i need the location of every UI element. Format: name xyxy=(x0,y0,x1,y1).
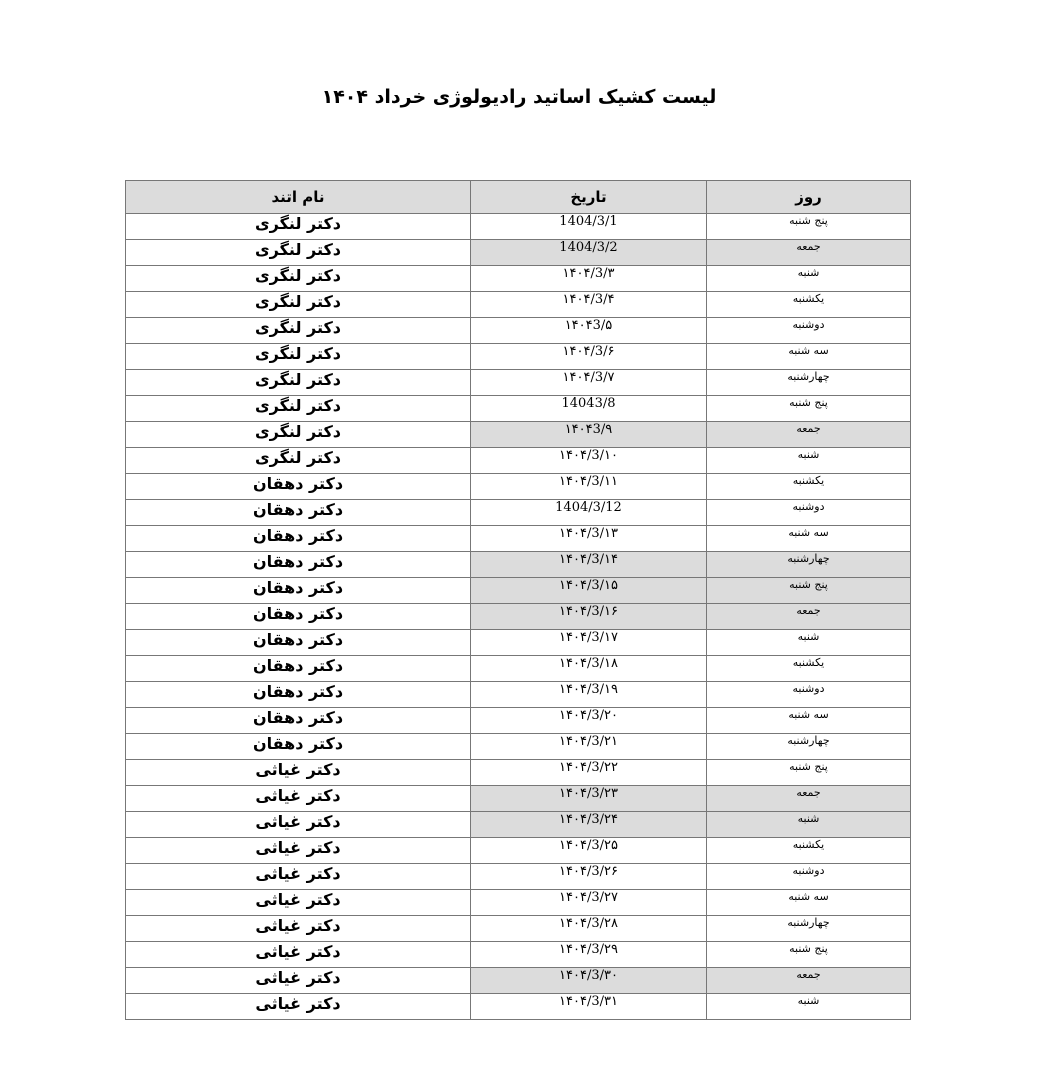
day-cell: جمعه xyxy=(707,604,911,630)
table-row xyxy=(126,942,911,968)
table-header-row xyxy=(126,181,911,214)
date-cell: ۱۴۰۴/3/۳۱ xyxy=(471,994,707,1020)
day-cell: یکشنبه xyxy=(707,838,911,864)
column-header-day: روز xyxy=(707,181,911,214)
day-cell: سه شنبه xyxy=(707,344,911,370)
attending-cell: دکتر لنگری xyxy=(126,396,471,422)
date-cell: 14043/8 xyxy=(471,396,707,422)
date-cell: ۱۴۰۴/3/۲۲ xyxy=(471,760,707,786)
date-cell: 1404/3/12 xyxy=(471,500,707,526)
table-row xyxy=(126,994,911,1020)
date-cell: ۱۴۰۴/3/۲۸ xyxy=(471,916,707,942)
attending-cell: دکتر لنگری xyxy=(126,344,471,370)
page-title: لیست کشیک اساتید رادیولوژی خرداد ۱۴۰۴ xyxy=(321,86,717,108)
attending-cell: دکتر لنگری xyxy=(126,318,471,344)
attending-cell: دکتر دهقان xyxy=(126,552,471,578)
attending-cell: دکتر غیاثی xyxy=(126,864,471,890)
date-cell: ۱۴۰۴/3/۴ xyxy=(471,292,707,318)
table-row xyxy=(126,968,911,994)
attending-cell: دکتر غیاثی xyxy=(126,838,471,864)
date-cell: ۱۴۰۴/3/۶ xyxy=(471,344,707,370)
day-cell: دوشنبه xyxy=(707,682,911,708)
table-row xyxy=(126,344,911,370)
date-cell: ۱۴۰۴3/۹ xyxy=(471,422,707,448)
table-row xyxy=(126,422,911,448)
table-row xyxy=(126,864,911,890)
attending-cell: دکتر لنگری xyxy=(126,448,471,474)
day-cell: سه شنبه xyxy=(707,708,911,734)
attending-cell: دکتر دهقان xyxy=(126,526,471,552)
day-cell: پنج شنبه xyxy=(707,760,911,786)
attending-cell: دکتر دهقان xyxy=(126,708,471,734)
attending-cell: دکتر دهقان xyxy=(126,630,471,656)
table-row xyxy=(126,370,911,396)
date-cell: ۱۴۰۴/3/۲۹ xyxy=(471,942,707,968)
attending-cell: دکتر لنگری xyxy=(126,240,471,266)
attending-cell: دکتر دهقان xyxy=(126,656,471,682)
on-call-roster-table xyxy=(125,180,911,1020)
date-cell: ۱۴۰۴/3/۱۴ xyxy=(471,552,707,578)
day-cell: یکشنبه xyxy=(707,474,911,500)
day-cell: سه شنبه xyxy=(707,526,911,552)
attending-cell: دکتر غیاثی xyxy=(126,942,471,968)
attending-cell: دکتر لنگری xyxy=(126,292,471,318)
day-cell: چهارشنبه xyxy=(707,734,911,760)
table-row xyxy=(126,396,911,422)
attending-cell: دکتر دهقان xyxy=(126,474,471,500)
date-cell: ۱۴۰۴/3/۲۱ xyxy=(471,734,707,760)
attending-cell: دکتر غیاثی xyxy=(126,916,471,942)
date-cell: ۱۴۰۴/3/۱۰ xyxy=(471,448,707,474)
attending-cell: دکتر دهقان xyxy=(126,578,471,604)
day-cell: پنج شنبه xyxy=(707,942,911,968)
table-row xyxy=(126,448,911,474)
table-row xyxy=(126,786,911,812)
attending-cell: دکتر لنگری xyxy=(126,214,471,240)
day-cell: دوشنبه xyxy=(707,500,911,526)
attending-cell: دکتر غیاثی xyxy=(126,812,471,838)
date-cell: ۱۴۰۴/3/۲۵ xyxy=(471,838,707,864)
table-row xyxy=(126,604,911,630)
table-row xyxy=(126,708,911,734)
table-row xyxy=(126,292,911,318)
table-body xyxy=(126,214,911,1020)
table-row xyxy=(126,916,911,942)
day-cell: جمعه xyxy=(707,422,911,448)
table-row xyxy=(126,240,911,266)
table-row xyxy=(126,578,911,604)
attending-cell: دکتر دهقان xyxy=(126,604,471,630)
day-cell: شنبه xyxy=(707,266,911,292)
day-cell: شنبه xyxy=(707,448,911,474)
day-cell: جمعه xyxy=(707,968,911,994)
column-header-date: تاریخ xyxy=(471,181,707,214)
table-row xyxy=(126,682,911,708)
day-cell: یکشنبه xyxy=(707,656,911,682)
table-row xyxy=(126,474,911,500)
date-cell: ۱۴۰۴/3/۳۰ xyxy=(471,968,707,994)
day-cell: جمعه xyxy=(707,786,911,812)
table-row xyxy=(126,214,911,240)
date-cell: ۱۴۰۴/3/۱۵ xyxy=(471,578,707,604)
date-cell: ۱۴۰۴/3/۲۳ xyxy=(471,786,707,812)
day-cell: پنج شنبه xyxy=(707,396,911,422)
attending-cell: دکتر دهقان xyxy=(126,682,471,708)
day-cell: یکشنبه xyxy=(707,292,911,318)
table-row xyxy=(126,630,911,656)
day-cell: سه شنبه xyxy=(707,890,911,916)
day-cell: جمعه xyxy=(707,240,911,266)
date-cell: ۱۴۰۴/3/۲۴ xyxy=(471,812,707,838)
date-cell: 1404/3/2 xyxy=(471,240,707,266)
date-cell: ۱۴۰۴/3/۱۷ xyxy=(471,630,707,656)
day-cell: چهارشنبه xyxy=(707,552,911,578)
date-cell: ۱۴۰۴/3/۲۶ xyxy=(471,864,707,890)
attending-cell: دکتر دهقان xyxy=(126,734,471,760)
date-cell: ۱۴۰۴/3/۷ xyxy=(471,370,707,396)
table-row xyxy=(126,734,911,760)
table-row xyxy=(126,266,911,292)
date-cell: ۱۴۰۴/3/۱۱ xyxy=(471,474,707,500)
day-cell: دوشنبه xyxy=(707,318,911,344)
attending-cell: دکتر غیاثی xyxy=(126,786,471,812)
date-cell: ۱۴۰۴/3/۲۰ xyxy=(471,708,707,734)
attending-cell: دکتر لنگری xyxy=(126,370,471,396)
attending-cell: دکتر لنگری xyxy=(126,266,471,292)
day-cell: شنبه xyxy=(707,994,911,1020)
day-cell: شنبه xyxy=(707,812,911,838)
day-cell: چهارشنبه xyxy=(707,370,911,396)
date-cell: ۱۴۰۴/3/۲۷ xyxy=(471,890,707,916)
column-header-attending: نام اتند xyxy=(126,181,471,214)
date-cell: ۱۴۰۴3/۵ xyxy=(471,318,707,344)
attending-cell: دکتر لنگری xyxy=(126,422,471,448)
table-row xyxy=(126,812,911,838)
table-row xyxy=(126,890,911,916)
attending-cell: دکتر غیاثی xyxy=(126,890,471,916)
day-cell: دوشنبه xyxy=(707,864,911,890)
date-cell: 1404/3/1 xyxy=(471,214,707,240)
table-row xyxy=(126,526,911,552)
table-row xyxy=(126,318,911,344)
table-row xyxy=(126,656,911,682)
day-cell: شنبه xyxy=(707,630,911,656)
attending-cell: دکتر غیاثی xyxy=(126,968,471,994)
date-cell: ۱۴۰۴/3/۱۸ xyxy=(471,656,707,682)
day-cell: پنج شنبه xyxy=(707,214,911,240)
date-cell: ۱۴۰۴/3/۳ xyxy=(471,266,707,292)
day-cell: پنج شنبه xyxy=(707,578,911,604)
date-cell: ۱۴۰۴/3/۱۳ xyxy=(471,526,707,552)
date-cell: ۱۴۰۴/3/۱۹ xyxy=(471,682,707,708)
table-row xyxy=(126,552,911,578)
attending-cell: دکتر دهقان xyxy=(126,500,471,526)
table-row xyxy=(126,760,911,786)
attending-cell: دکتر غیاثی xyxy=(126,994,471,1020)
day-cell: چهارشنبه xyxy=(707,916,911,942)
table-row xyxy=(126,500,911,526)
attending-cell: دکتر غیاثی xyxy=(126,760,471,786)
table-row xyxy=(126,838,911,864)
date-cell: ۱۴۰۴/3/۱۶ xyxy=(471,604,707,630)
